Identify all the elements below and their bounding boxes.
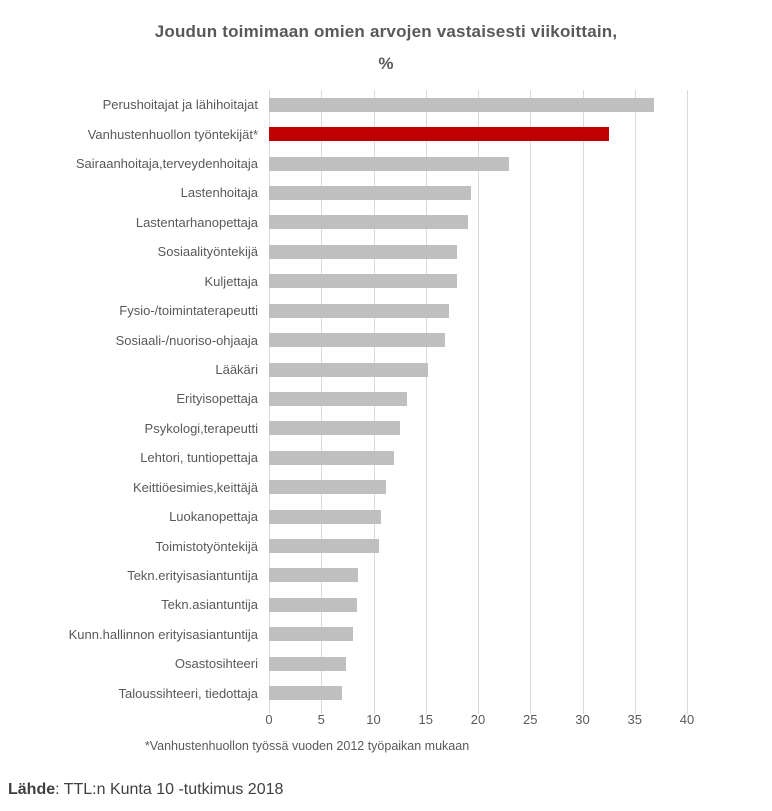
source-label: Lähde bbox=[8, 781, 56, 798]
x-tick-label: 40 bbox=[679, 712, 695, 727]
category-label: Psykologi,terapeutti bbox=[144, 420, 258, 436]
bar-row bbox=[269, 561, 687, 590]
category-axis bbox=[0, 90, 258, 708]
category-label: Keittiöesimies,keittäjä bbox=[133, 479, 258, 495]
category-label: Sosiaali-/nuoriso-ohjaaja bbox=[115, 332, 258, 348]
bar-row bbox=[269, 649, 687, 678]
bar-row bbox=[269, 178, 687, 207]
bar bbox=[269, 451, 394, 465]
bar-row bbox=[269, 620, 687, 649]
bar-row bbox=[269, 502, 687, 531]
x-tick-label: 5 bbox=[317, 712, 325, 727]
bar-row bbox=[269, 119, 687, 148]
bar bbox=[269, 245, 457, 259]
bar bbox=[269, 304, 449, 318]
x-tick-label: 20 bbox=[470, 712, 486, 727]
bar bbox=[269, 363, 428, 377]
category-label: Sairaanhoitaja,terveydenhoitaja bbox=[75, 156, 258, 172]
source-text: : TTL:n Kunta 10 -tutkimus 2018 bbox=[55, 781, 284, 798]
bar-highlighted bbox=[269, 127, 609, 141]
bar bbox=[269, 480, 386, 494]
bar-row bbox=[269, 414, 687, 443]
category-label: Erityisopettaja bbox=[176, 391, 258, 407]
x-tick-label: 30 bbox=[575, 712, 590, 727]
bar-row bbox=[269, 90, 687, 119]
bar bbox=[269, 657, 346, 671]
bar-row bbox=[269, 267, 687, 296]
category-label: Vanhustenhuollon työntekijät* bbox=[87, 126, 258, 142]
x-axis bbox=[265, 712, 695, 728]
bar bbox=[269, 186, 471, 200]
bar-row bbox=[269, 443, 687, 472]
bar-series bbox=[269, 90, 687, 708]
bar-row bbox=[269, 149, 687, 178]
bar bbox=[269, 333, 445, 347]
bar bbox=[269, 568, 358, 582]
gridline-40 bbox=[687, 90, 688, 714]
bar-row bbox=[269, 531, 687, 560]
bar bbox=[269, 157, 509, 171]
category-label: Sosiaalityöntekijä bbox=[157, 244, 258, 260]
bar-row bbox=[269, 325, 687, 354]
footnote: *Vanhustenhuollon työssä vuoden 2012 työpaikan mukaan bbox=[144, 739, 470, 753]
x-tick-label: 25 bbox=[523, 712, 538, 727]
category-label: Tekn.asiantuntija bbox=[161, 597, 258, 613]
bar bbox=[269, 627, 353, 641]
bar-row bbox=[269, 472, 687, 501]
category-label: Lehtori, tuntiopettaja bbox=[140, 450, 258, 466]
bar-row bbox=[269, 590, 687, 619]
chart-title-line1: Joudun toimimaan omien arvojen vastaisesti viikoittain, bbox=[154, 22, 618, 41]
bar-row bbox=[269, 296, 687, 325]
bar bbox=[269, 98, 654, 112]
x-tick-label: 35 bbox=[627, 712, 642, 727]
category-label: Osastosihteeri bbox=[174, 656, 258, 672]
category-label: Luokanopettaja bbox=[169, 509, 258, 525]
bar bbox=[269, 215, 468, 229]
x-tick-label: 15 bbox=[418, 712, 433, 727]
bar bbox=[269, 421, 400, 435]
plot-area bbox=[269, 90, 687, 708]
bar-row bbox=[269, 237, 687, 266]
chart-title-line2: % bbox=[378, 54, 394, 73]
source-line bbox=[8, 781, 283, 799]
bar bbox=[269, 686, 342, 700]
bar bbox=[269, 510, 381, 524]
category-label: Lastenhoitaja bbox=[180, 185, 258, 201]
bar-row bbox=[269, 384, 687, 413]
category-label: Toimistotyöntekijä bbox=[155, 538, 258, 554]
category-label: Perushoitajat ja lähihoitajat bbox=[102, 97, 258, 113]
bar bbox=[269, 539, 379, 553]
chart-title bbox=[0, 16, 772, 80]
bar bbox=[269, 274, 457, 288]
bar bbox=[269, 392, 407, 406]
bar-row bbox=[269, 355, 687, 384]
category-label: Kunn.hallinnon erityisasiantuntija bbox=[68, 626, 258, 642]
bar bbox=[269, 598, 357, 612]
category-label: Tekn.erityisasiantuntija bbox=[127, 567, 258, 583]
category-label: Lääkäri bbox=[215, 362, 258, 377]
x-tick-label: 0 bbox=[265, 712, 273, 727]
category-label: Fysio-/toimintaterapeutti bbox=[119, 303, 258, 319]
bar-row bbox=[269, 208, 687, 237]
x-tick-label: 10 bbox=[366, 712, 381, 727]
category-label: Lastentarhanopettaja bbox=[135, 214, 258, 230]
category-label: Taloussihteeri, tiedottaja bbox=[118, 685, 258, 701]
category-label: Kuljettaja bbox=[204, 273, 258, 289]
bar-row bbox=[269, 678, 687, 707]
